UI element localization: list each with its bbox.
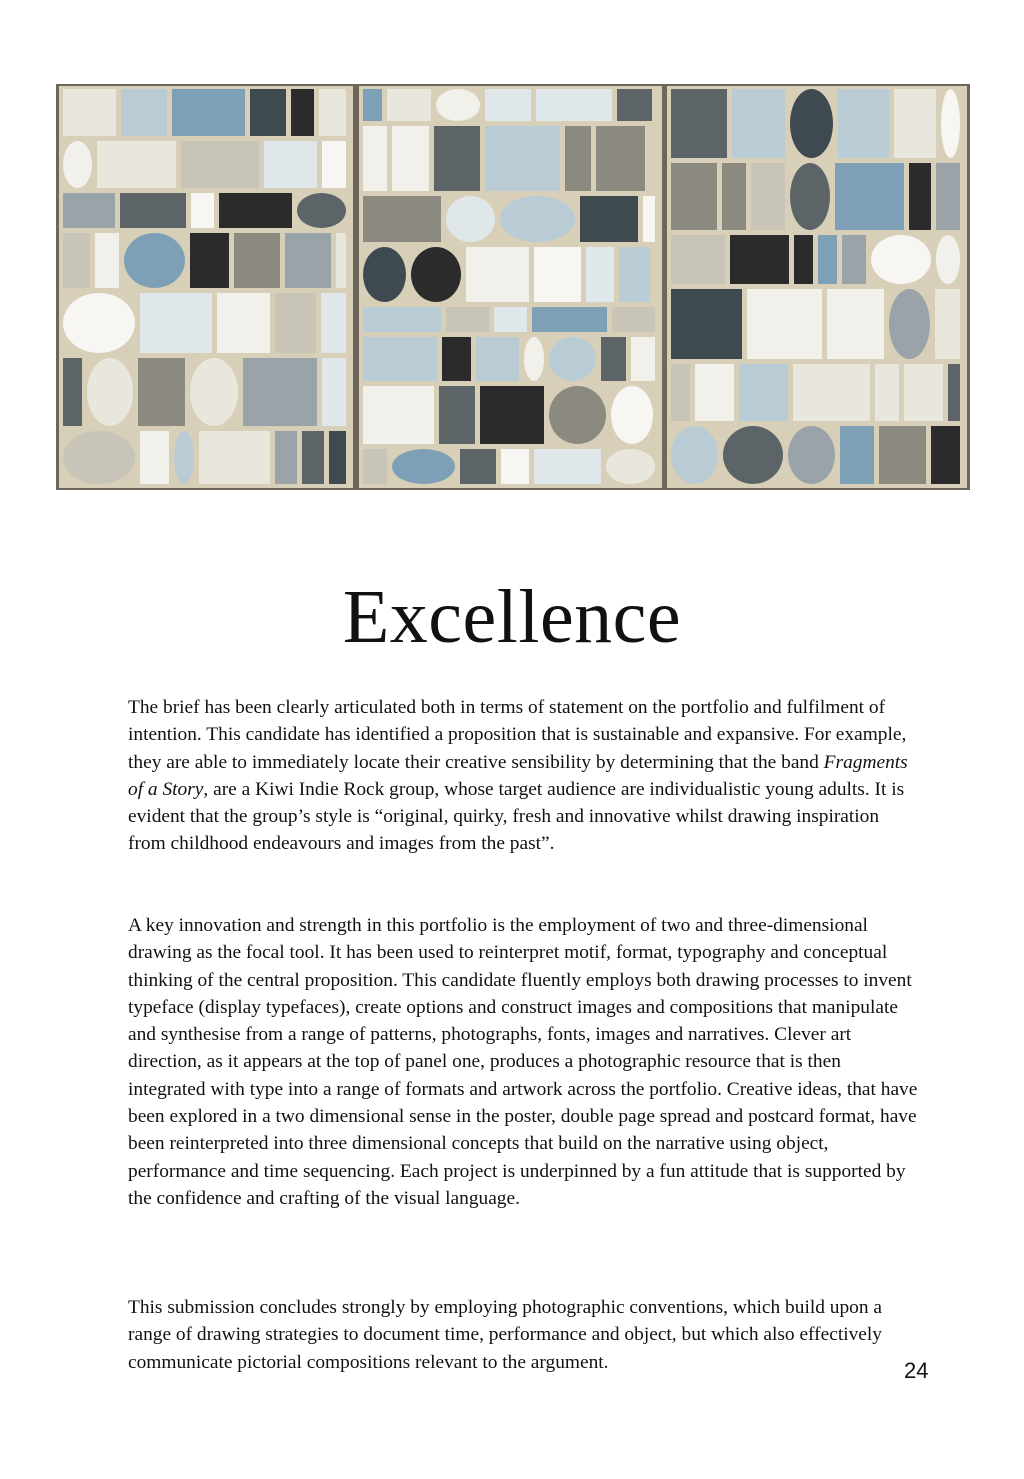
collage-tile (534, 449, 601, 484)
collage-tile (586, 247, 614, 302)
collage-tile (485, 89, 531, 121)
collage-tile (411, 247, 461, 302)
collage-tile (671, 289, 742, 359)
collage-tile (875, 364, 899, 421)
collage-tile (172, 89, 245, 136)
collage-tile (387, 89, 431, 121)
collage-tile (751, 163, 785, 230)
collage-tile (596, 126, 645, 191)
collage-tile (191, 193, 214, 228)
collage-tile (889, 289, 930, 359)
collage-tile (941, 89, 960, 158)
collage-tile (580, 196, 638, 242)
collage-tile (439, 386, 475, 444)
collage-tile (671, 235, 725, 284)
collage-tile (63, 431, 135, 484)
collage-tile (500, 196, 575, 242)
collage-tile (617, 89, 652, 121)
collage-tile (842, 235, 866, 284)
collage-tile (219, 193, 292, 228)
collage-tile (532, 307, 607, 332)
collage-tile (392, 449, 455, 484)
collage-tile (838, 89, 889, 158)
collage-tile (319, 89, 346, 136)
collage-tile (601, 337, 626, 381)
portfolio-photo (56, 84, 970, 490)
collage-tile (190, 233, 229, 288)
collage-tile (97, 141, 176, 188)
collage-tile (181, 141, 259, 188)
collage-tile (549, 337, 596, 381)
collage-tile (243, 358, 317, 426)
collage-tile (611, 386, 653, 444)
collage-tile (63, 141, 92, 188)
collage-tile (63, 358, 82, 426)
paragraph-1-text-start: The brief has been clearly articulated both in terms of statement on the portfolio and fulfilment of intention. This candidate has identified a proposition that is sustainable and expansive. For example, they are able to immediately locate their creative sensibility by determining that the band (128, 697, 907, 773)
collage-tile (671, 163, 717, 230)
collage-tile (336, 233, 346, 288)
body-paragraph-3: This submission concludes strongly by employing photographic conventions, which build upon a range of drawing strategies to document time, performance and object, but which also effectively communicate pictorial compositions relevant to the argument. (128, 1297, 883, 1373)
collage-tile (747, 289, 822, 359)
collage-tile (363, 196, 441, 242)
collage-tile (321, 293, 346, 353)
collage-tile (63, 233, 90, 288)
collage-tile (485, 126, 560, 191)
collage-tile (948, 364, 960, 421)
collage-tile (790, 163, 830, 230)
collage-tile (140, 293, 212, 353)
collage-tile (671, 364, 690, 421)
collage-tile (446, 196, 495, 242)
collage-tile (234, 233, 280, 288)
collage-tile (879, 426, 926, 484)
collage-tile (723, 426, 783, 484)
collage-tile (476, 337, 519, 381)
collage-tile (363, 386, 434, 444)
collage-tile (297, 193, 346, 228)
collage-tile (739, 364, 788, 421)
body-paragraph-2: A key innovation and strength in this portfolio is the employment of two and three-dimensional drawing as the focal tool. It has been used to reinterpret motif, format, typography and conceptual thinking of the central proposition. This candidate fluently employs both drawing processes to invent typeface (display typefaces), create options and construct images and compositions that manipulate and synthesise from a range of patterns, photographs, fonts, images and narratives. Clever art direction, as it appears at the top of panel one, produces a photographic resource that is then integrated with type into a range of formats and artwork across the portfolio. Creative ideas, that have been explored in a two dimensional sense in the poster, double page spread and postcard format, have been reinterpreted into three dimensional concepts that build on the narrative using object, performance and time sequencing. Each project is underpinned by a fun attitude that is supported by the confidence and crafting of the visual language. (128, 915, 918, 1209)
collage-tile (199, 431, 270, 484)
collage-tile (793, 364, 870, 421)
collage-tile (549, 386, 606, 444)
collage-tile (124, 233, 185, 288)
collage-tile (794, 235, 813, 284)
collage-tile (63, 293, 135, 353)
collage-tile (442, 337, 471, 381)
collage-tile (460, 449, 496, 484)
collage-tile (302, 431, 324, 484)
collage-tile (612, 307, 655, 332)
collage-tile (63, 89, 116, 136)
collage-tile (217, 293, 270, 353)
collage-tile (904, 364, 943, 421)
collage-tile (524, 337, 544, 381)
collage-tile (480, 386, 544, 444)
collage-tile (322, 141, 346, 188)
collage-tile (818, 235, 837, 284)
collage-tile (732, 89, 785, 158)
collage-tile (291, 89, 314, 136)
collage-tile (392, 126, 429, 191)
collage-tile (695, 364, 734, 421)
collage-tile (434, 126, 480, 191)
collage-tile (363, 449, 387, 484)
collage-tile (363, 89, 382, 121)
collage-tile (631, 337, 655, 381)
collage-tile (140, 431, 169, 484)
collage-tile (363, 307, 441, 332)
collage-tile (264, 141, 317, 188)
collage-tile (363, 126, 387, 191)
collage-tile (501, 449, 529, 484)
collage-tile (87, 358, 133, 426)
collage-tile (935, 289, 960, 359)
collage-tile (606, 449, 655, 484)
collage-tile (494, 307, 527, 332)
collage-tile (363, 247, 406, 302)
collage-tile (120, 193, 186, 228)
collage-tile (436, 89, 480, 121)
collage-tile (722, 163, 746, 230)
collage-tile (138, 358, 185, 426)
collage-tile (643, 196, 655, 242)
collage-tile (730, 235, 789, 284)
collage-tile (466, 247, 529, 302)
collage-tile (835, 163, 904, 230)
paragraph-1-text-end: , are a Kiwi Indie Rock group, whose target audience are individualistic young adults. It is evident that the group’s style is “original, quirky, fresh and innovative whilst drawing inspiration from childhood endeavours and images from the past”. (128, 778, 905, 855)
collage-tile (275, 431, 297, 484)
collage-tile (871, 235, 931, 284)
collage-tile (275, 293, 316, 353)
collage-tile (894, 89, 936, 158)
band-name-emphasis: Fragments of a Story (128, 751, 908, 800)
collage-tile (790, 89, 833, 158)
collage-tile (95, 233, 119, 288)
collage-tile (534, 247, 581, 302)
collage-tile (322, 358, 346, 426)
collage-tile (565, 126, 591, 191)
collage-tile (536, 89, 612, 121)
page-number: 24 (904, 1358, 929, 1383)
collage-tile (329, 431, 346, 484)
body-paragraph-1 (128, 694, 918, 858)
collage-tile (936, 163, 960, 230)
collage-tile (250, 89, 286, 136)
collage-tile (121, 89, 167, 136)
collage-tile (363, 337, 437, 381)
collage-tile (174, 431, 194, 484)
collage-tile (788, 426, 835, 484)
collage-tile (840, 426, 874, 484)
collage-tile (63, 193, 115, 228)
collage-tile (671, 89, 727, 158)
collage-tile (909, 163, 931, 230)
collage-tile (931, 426, 960, 484)
collage-tile (936, 235, 960, 284)
collage-tile (285, 233, 331, 288)
collage-tile (190, 358, 238, 426)
page-title: Excellence (342, 575, 682, 659)
collage-tile (671, 426, 718, 484)
collage-tile (619, 247, 650, 302)
collage-tile (446, 307, 489, 332)
collage-tile (827, 289, 884, 359)
